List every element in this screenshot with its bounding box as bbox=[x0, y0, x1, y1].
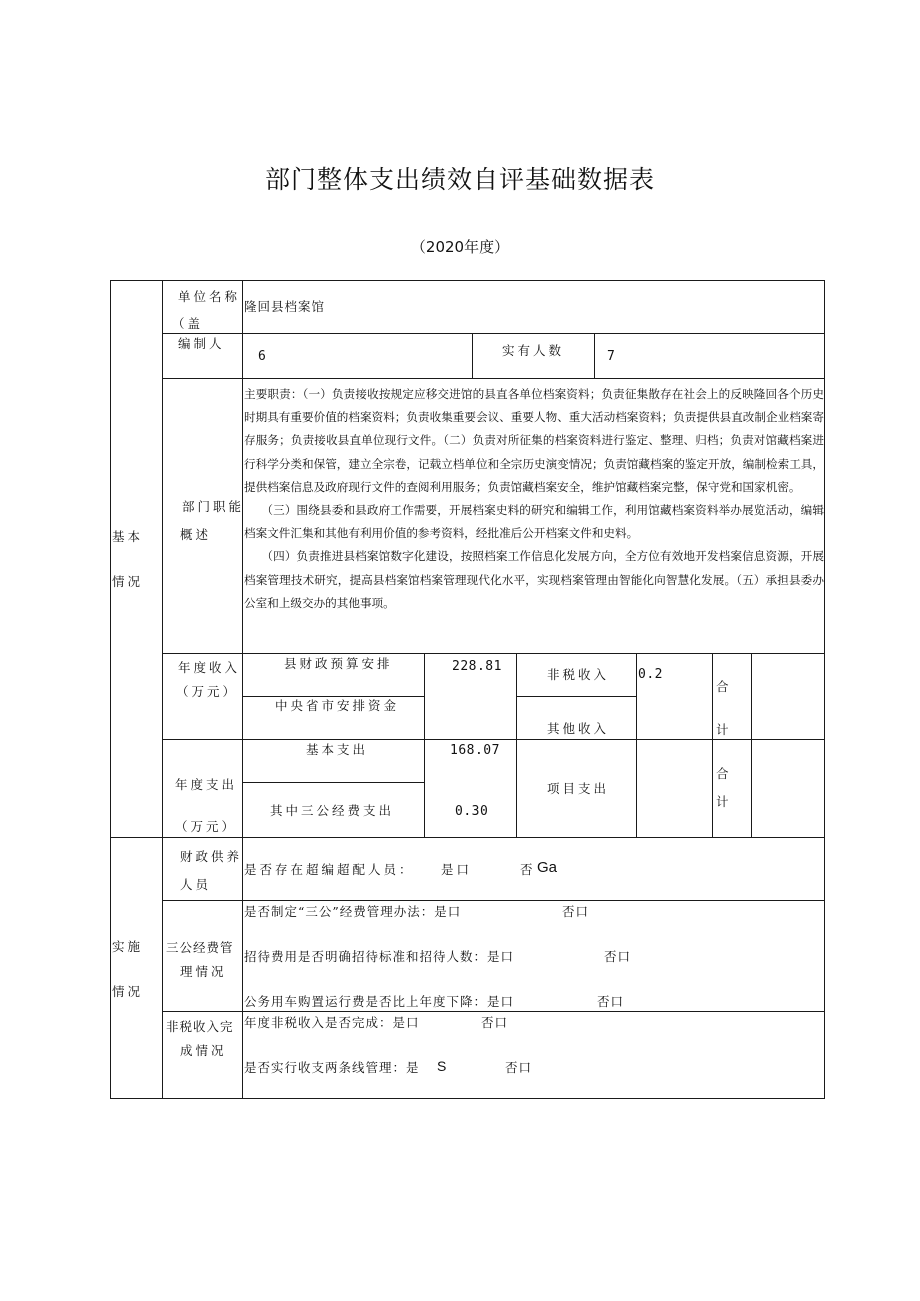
expense-total-label: 合 bbox=[716, 766, 729, 781]
basic-expense-label: 基本支出 bbox=[306, 742, 369, 757]
question-measures-no: 否口 bbox=[562, 904, 590, 919]
question-vehicle: 公务用车购置运行费是否比上年度下降：是口 bbox=[244, 994, 515, 1009]
three-public-mgmt-label-2: 理情况 bbox=[180, 964, 227, 979]
question-vehicle-no: 否口 bbox=[597, 994, 625, 1009]
nontax-completion-label: 非税收入完 bbox=[166, 1019, 234, 1034]
expense-total-label-2: 计 bbox=[716, 794, 729, 809]
overstaff-question: 是否存在超编超配人员： bbox=[244, 862, 415, 877]
income-total-label-2: 计 bbox=[716, 722, 729, 737]
impl-section-label: 实施 bbox=[112, 939, 144, 954]
fiscal-staff-label-2: 人员 bbox=[180, 877, 212, 892]
income-label-2: （万元） bbox=[176, 684, 239, 699]
question-two-lines-mark: S bbox=[437, 1058, 447, 1074]
three-public-expense-value: 0.30 bbox=[455, 804, 489, 819]
year-subtitle: （2020年度） bbox=[410, 238, 510, 256]
duties-text bbox=[244, 383, 824, 615]
three-public-mgmt-label: 三公经费管 bbox=[166, 940, 234, 955]
question-reception: 招待费用是否明确招待标准和招待人数：是口 bbox=[244, 949, 515, 964]
actual-staff-label: 实有人数 bbox=[502, 343, 565, 358]
nontax-income-label: 非税收入 bbox=[547, 667, 610, 682]
staff-label: 编制人 bbox=[178, 336, 225, 351]
duty-label: 部门职能 bbox=[182, 499, 245, 514]
question-nontax-no: 否口 bbox=[481, 1015, 509, 1030]
overstaff-no: 否 bbox=[520, 862, 533, 877]
duties-paragraph: （四）负责推进县档案馆数字化建设，按照档案工作信息化发展方向，全方位有效地开发档案信息资源，开展档案管理技术研究，提高县档案馆档案管理现代化水平，实现档案管理由智能化向智慧化发展。（五）承担县委办公室和上级交办的其他事项。 bbox=[244, 549, 824, 610]
fiscal-staff-label: 财政供养 bbox=[180, 849, 243, 864]
project-expense-label: 项目支出 bbox=[547, 781, 610, 796]
central-funds-label: 中央省市安排资金 bbox=[275, 698, 400, 713]
question-two-lines-no: 否口 bbox=[505, 1060, 533, 1075]
question-measures: 是否制定“三公”经费管理办法：是口 bbox=[244, 904, 462, 919]
duties-paragraph: （三）围绕县委和县政府工作需要，开展档案史料的研究和编辑工作，利用馆藏档案资料举办展览活动，编辑档案文件汇集和其他有利用价值的参考资料，经批准后公开档案文件和史料。 bbox=[244, 503, 824, 541]
overstaff-no-mark: Ga bbox=[537, 859, 558, 876]
duties-paragraph: 主要职责：（一）负责接收按规定应移交进馆的县直各单位档案资料；负责征集散存在社会上的反映隆回各个历史时期具有重要价值的档案资料；负责收集重要会议、重要人物、重大活动档案资料；负责提供县直改制企业档案寄存服务；负责接收县直单位现行文件。（二）负责对所征集的档案资料进行鉴定、整理、归档；负责对馆藏档案进行科学分类和保管，建立全宗卷，记载立档单位和全宗历史演变情况；负责馆藏档案的鉴定开放，编制检索工具，提供档案信息及政府现行文件的查阅利用服务；负责馆藏档案安全，维护馆藏档案完整，保守党和国家机密。 bbox=[244, 387, 824, 494]
county-budget-label: 县财政预算安排 bbox=[284, 656, 393, 671]
question-nontax: 年度非税收入是否完成：是口 bbox=[244, 1015, 420, 1030]
basic-section-label: 基本 bbox=[112, 529, 144, 544]
impl-section-label-2: 情况 bbox=[112, 984, 144, 999]
actual-staff-value: 7 bbox=[607, 349, 616, 364]
duty-label-2: 概述 bbox=[180, 527, 212, 542]
income-total-label: 合 bbox=[716, 679, 729, 694]
income-label: 年度收入 bbox=[178, 660, 241, 675]
nontax-completion-label-2: 成情况 bbox=[180, 1043, 227, 1058]
question-two-lines: 是否实行收支两条线管理：是 bbox=[244, 1060, 420, 1075]
three-public-expense-label: 其中三公经费支出 bbox=[270, 803, 395, 818]
nontax-income-value: 0.2 bbox=[638, 667, 663, 682]
unit-name-label: 单位名称 bbox=[178, 289, 241, 304]
county-budget-value: 228.81 bbox=[452, 659, 502, 674]
expense-label: 年度支出 bbox=[175, 777, 238, 792]
overstaff-yes: 是口 bbox=[441, 862, 473, 877]
expense-label-2: （万元） bbox=[175, 819, 238, 834]
other-income-label: 其他收入 bbox=[547, 721, 610, 736]
basic-expense-value: 168.07 bbox=[450, 743, 500, 758]
staff-value: 6 bbox=[258, 349, 267, 364]
basic-section-label-2: 情况 bbox=[112, 574, 144, 589]
question-reception-no: 否口 bbox=[604, 949, 632, 964]
page-title: 部门整体支出绩效自评基础数据表 bbox=[264, 165, 655, 194]
unit-name-label-2: （盖 bbox=[172, 316, 204, 331]
unit-name-value: 隆回县档案馆 bbox=[244, 299, 326, 314]
